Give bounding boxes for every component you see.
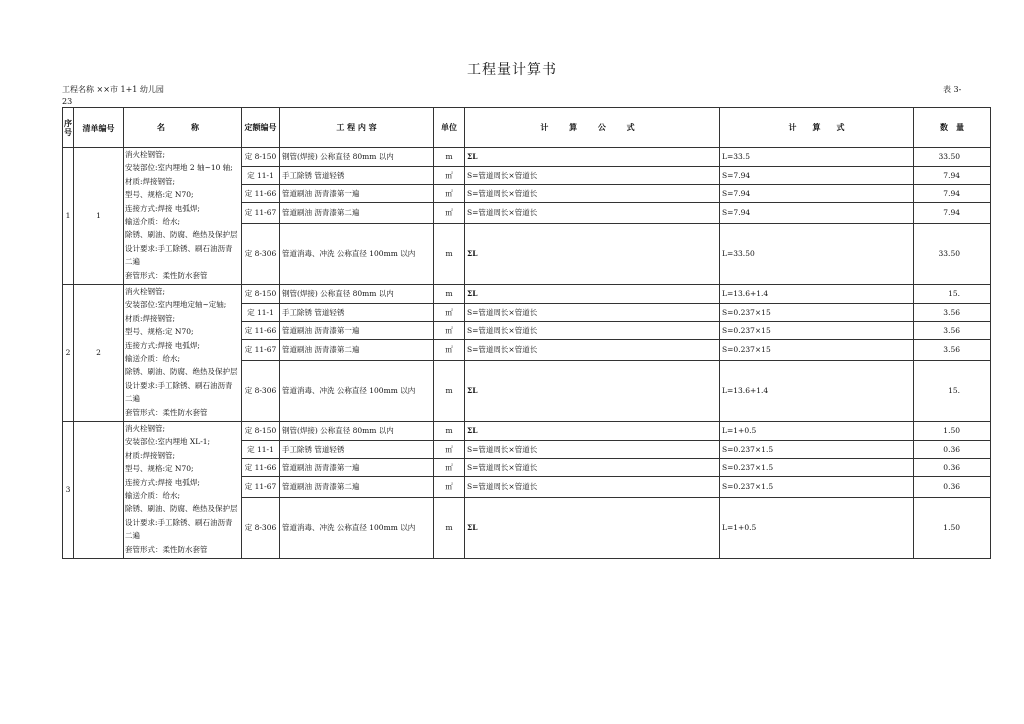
quota-cell: 定 11-66 — [242, 459, 280, 477]
table-row — [63, 285, 991, 304]
unit-cell: m — [434, 498, 465, 559]
content-cell: 钢管(焊接) 公称直径 80mm 以内 — [280, 422, 434, 441]
content-cell: 管道刷油 沥青漆第二遍 — [280, 203, 434, 224]
quota-cell: 定 8-306 — [242, 498, 280, 559]
unit-cell: ㎡ — [434, 441, 465, 459]
header-qty: 数 量 — [914, 108, 991, 148]
calc-cell: S=0.237×1.5 — [720, 477, 914, 498]
qty-cell: 0.36 — [914, 459, 991, 477]
unit-cell: ㎡ — [434, 459, 465, 477]
table-number-suffix: 23 — [62, 97, 73, 106]
quota-cell: 定 8-306 — [242, 224, 280, 285]
unit-cell: m — [434, 361, 465, 422]
quota-cell: 定 11-1 — [242, 167, 280, 185]
qty-cell: 3.56 — [914, 340, 991, 361]
formula-cell: S=管道周长×管道长 — [465, 477, 720, 498]
content-cell: 管道刷油 沥青漆第一遍 — [280, 322, 434, 340]
table-number: 表 3- — [943, 85, 962, 94]
qty-cell: 1.50 — [914, 422, 991, 441]
formula-cell: S=管道周长×管道长 — [465, 203, 720, 224]
name-cell: 消火栓钢管; 安装部位:室内埋地 XL-1; 材质:焊接钢管; 型号、规格:定 N70; 连接方式:焊接 电弧焊; 输送介质：给水; 除锈、刷油、防腐、绝热及保护层设计要求:手工除锈、刷石油沥青二遍 套管形式：柔性防水套管 — [124, 422, 242, 559]
calc-cell: S=0.237×1.5 — [720, 441, 914, 459]
content-cell: 管道消毒、冲洗 公称直径 100mm 以内 — [280, 498, 434, 559]
calc-cell: S=0.237×1.5 — [720, 459, 914, 477]
qty-cell: 3.56 — [914, 304, 991, 322]
calc-cell: S=0.237×15 — [720, 322, 914, 340]
content-cell: 手工除锈 管道轻锈 — [280, 167, 434, 185]
unit-cell: ㎡ — [434, 340, 465, 361]
content-cell: 钢管(焊接) 公称直径 80mm 以内 — [280, 148, 434, 167]
content-cell: 管道刷油 沥青漆第一遍 — [280, 459, 434, 477]
calc-cell: S=7.94 — [720, 185, 914, 203]
quota-cell: 定 11-67 — [242, 477, 280, 498]
calc-cell: L=13.6+1.4 — [720, 361, 914, 422]
formula-cell: S=管道周长×管道长 — [465, 185, 720, 203]
header-calc: 计 算 式 — [720, 108, 914, 148]
header-quota-no: 定额编号 — [242, 108, 280, 148]
quantity-table — [62, 107, 991, 559]
list-no-cell: 2 — [74, 285, 124, 422]
unit-cell: m — [434, 422, 465, 441]
seq-cell: 2 — [63, 285, 74, 422]
content-cell: 钢管(焊接) 公称直径 80mm 以内 — [280, 285, 434, 304]
calc-cell: L=33.5 — [720, 148, 914, 167]
qty-cell: 0.36 — [914, 441, 991, 459]
content-cell: 手工除锈 管道轻锈 — [280, 304, 434, 322]
quota-cell: 定 11-1 — [242, 304, 280, 322]
header-list-no: 清单编号 — [74, 108, 124, 148]
unit-cell: m — [434, 224, 465, 285]
header-name: 名 称 — [124, 108, 242, 148]
name-cell: 消火栓钢管; 安装部位:室内埋地 2 轴~10 轴; 材质:焊接钢管; 型号、规格:定 N70; 连接方式:焊接 电弧焊; 输送介质：给水; 除锈、刷油、防腐、绝热及保护层设计要求:手工除锈、刷石油沥青二遍 套管形式：柔性防水套管 — [124, 148, 242, 285]
qty-cell: 3.56 — [914, 322, 991, 340]
header-row — [63, 108, 991, 148]
header-seq: 序号 — [63, 108, 74, 148]
formula-cell: S=管道周长×管道长 — [465, 340, 720, 361]
quota-cell: 定 8-150 — [242, 422, 280, 441]
project-name: 工程名称 ××市 1+1 幼儿园 — [62, 85, 164, 94]
calc-cell: L=33.50 — [720, 224, 914, 285]
formula-cell: ΣL — [465, 148, 720, 167]
formula-cell: S=管道周长×管道长 — [465, 304, 720, 322]
name-cell: 消火栓钢管; 安装部位:室内埋地定轴~定轴; 材质:焊接钢管; 型号、规格:定 N70; 连接方式:焊接 电弧焊; 输送介质：给水; 除锈、刷油、防腐、绝热及保护层设计要求:手工除锈、刷石油沥青二遍 套管形式：柔性防水套管 — [124, 285, 242, 422]
seq-cell: 1 — [63, 148, 74, 285]
quota-cell: 定 11-67 — [242, 340, 280, 361]
calc-cell: S=7.94 — [720, 167, 914, 185]
header-unit: 单位 — [434, 108, 465, 148]
quota-cell: 定 8-150 — [242, 285, 280, 304]
seq-cell: 3 — [63, 422, 74, 559]
quota-cell: 定 11-66 — [242, 322, 280, 340]
calc-cell: L=13.6+1.4 — [720, 285, 914, 304]
content-cell: 手工除锈 管道轻锈 — [280, 441, 434, 459]
unit-cell: ㎡ — [434, 322, 465, 340]
table-body — [63, 148, 991, 559]
quota-cell: 定 8-306 — [242, 361, 280, 422]
quota-cell: 定 8-150 — [242, 148, 280, 167]
calc-cell: S=0.237×15 — [720, 340, 914, 361]
qty-cell: 1.50 — [914, 498, 991, 559]
unit-cell: ㎡ — [434, 203, 465, 224]
formula-cell: S=管道周长×管道长 — [465, 322, 720, 340]
formula-cell: ΣL — [465, 498, 720, 559]
table-row — [63, 422, 991, 441]
content-cell: 管道刷油 沥青漆第二遍 — [280, 477, 434, 498]
formula-cell: ΣL — [465, 224, 720, 285]
content-cell: 管道刷油 沥青漆第一遍 — [280, 185, 434, 203]
table-row — [63, 148, 991, 167]
formula-cell: ΣL — [465, 361, 720, 422]
header-content: 工 程 内 容 — [280, 108, 434, 148]
formula-cell: S=管道周长×管道长 — [465, 167, 720, 185]
qty-cell: 33.50 — [914, 224, 991, 285]
quota-cell: 定 11-67 — [242, 203, 280, 224]
calc-cell: L=1+0.5 — [720, 498, 914, 559]
unit-cell: ㎡ — [434, 477, 465, 498]
unit-cell: m — [434, 148, 465, 167]
content-cell: 管道刷油 沥青漆第二遍 — [280, 340, 434, 361]
unit-cell: ㎡ — [434, 167, 465, 185]
formula-cell: ΣL — [465, 422, 720, 441]
list-no-cell — [74, 422, 124, 559]
qty-cell: 33.50 — [914, 148, 991, 167]
formula-cell: S=管道周长×管道长 — [465, 441, 720, 459]
qty-cell: 15. — [914, 361, 991, 422]
formula-cell: ΣL — [465, 285, 720, 304]
calc-cell: L=1+0.5 — [720, 422, 914, 441]
qty-cell: 7.94 — [914, 185, 991, 203]
content-cell: 管道消毒、冲洗 公称直径 100mm 以内 — [280, 361, 434, 422]
formula-cell: S=管道周长×管道长 — [465, 459, 720, 477]
unit-cell: ㎡ — [434, 304, 465, 322]
list-no-cell: 1 — [74, 148, 124, 285]
content-cell: 管道消毒、冲洗 公称直径 100mm 以内 — [280, 224, 434, 285]
qty-cell: 7.94 — [914, 167, 991, 185]
qty-cell: 15. — [914, 285, 991, 304]
calc-cell: S=0.237×15 — [720, 304, 914, 322]
qty-cell: 7.94 — [914, 203, 991, 224]
header-formula: 计 算 公 式 — [465, 108, 720, 148]
quota-cell: 定 11-1 — [242, 441, 280, 459]
unit-cell: ㎡ — [434, 185, 465, 203]
quota-cell: 定 11-66 — [242, 185, 280, 203]
qty-cell: 0.36 — [914, 477, 991, 498]
page-title: 工程量计算书 — [467, 62, 557, 78]
calc-cell: S=7.94 — [720, 203, 914, 224]
unit-cell: m — [434, 285, 465, 304]
